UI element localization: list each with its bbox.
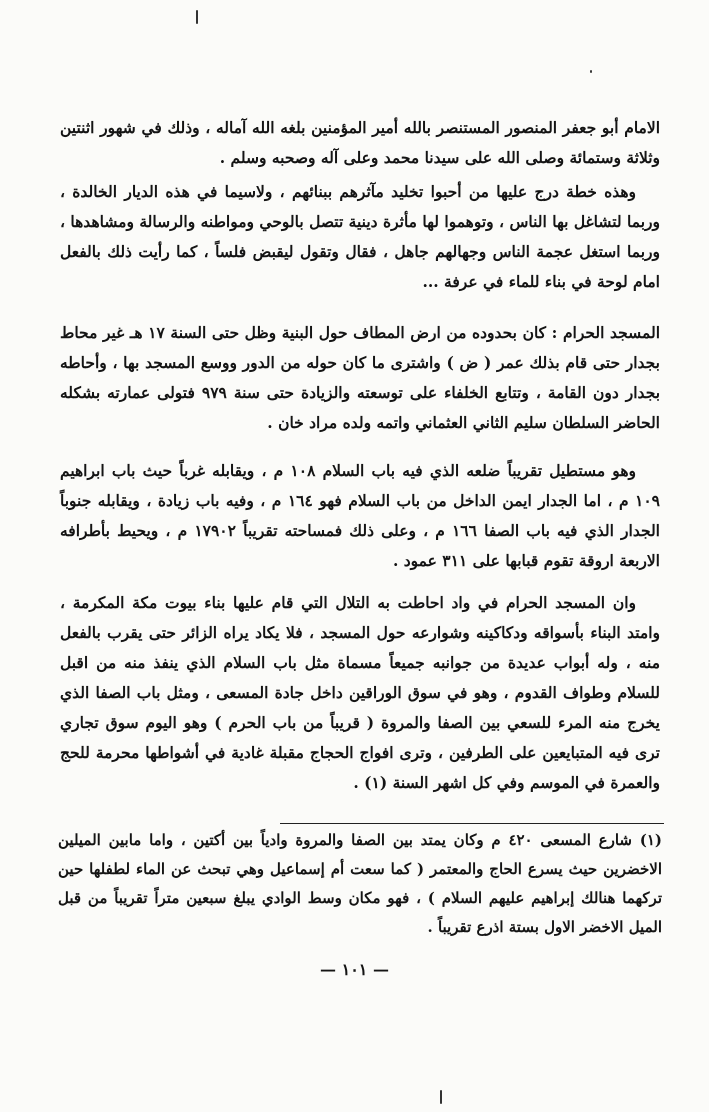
footnote: (١) شارع المسعى ٤٢٠ م وكان يمتد بين الصفا والمروة وادياً بين أكتين ، واما مابين الميلين الاخضرين حيث يسرع الحاج والمعتمر ( كما سعت أم إسماعيل وهي تبحث عن الماء لطفلها حين تركهما هنالك إبراهيم عليهم السلام ) ، فهو مكان وسط الوادي يبلغ سبعين متراً تقريباً من قبل الميل الاخضر الاول بستة اذرع تقريباً . [58,831,662,936]
paragraph-3 [60,318,660,438]
scan-speck [590,70,592,73]
scan-speck [196,10,198,24]
scan-speck [440,1090,442,1104]
paragraph-4: وهو مستطيل تقريباً ضلعه الذي فيه باب السلام ١٠٨ م ، ويقابله غرباً حيث باب ابراهيم ١٠٩ م ، اما الجدار ايمن الداخل من باب السلام فهو ١٦٤ م ، وفيه باب زيادة ، ويقابله جنوباً الجدار الذي فيه باب الصفا ١٦٦ م ، وعلى ذلك فمساحته تقريباً ١٧٩٠٢ م ، ويحيط بأطرافه الاربعة اروقة تقوم قبابها على ٣١١ عمود . [60,461,660,570]
page-number: — ١٠١ — [320,960,389,979]
footnote-divider [280,823,664,824]
section-heading: المسجد الحرام : [551,323,660,342]
paragraph-5: وان المسجد الحرام في واد احاطت به التلال التي قام عليها بناء بيوت مكة المكرمة ، وامتد البناء بأسواقه ودكاكينه وشوارعه حول المسجد ، فلا يكاد يراه الزائر حتى يقرب بالفعل منه ، وله أبواب عديدة من جوانبه جميعاً مسماة مثل باب السلام الذي ينفذ منه من اقبل للسلام وطواف القدوم ، وهو في سوق الوراقين داخل جادة المسعى ، ومثل باب الصفا الذي يخرج منه المرء للسعي بين الصفا والمروة ( قريباً من باب الحرم ) وهو اليوم سوق تجاري ترى فيه المتبايعين على الطرفين ، وترى افواج الحجاج مقبلة غادية في أشواطها محرمة للحج والعمرة في الموسم وفي كل اشهر السنة (١) . [60,593,660,792]
paragraph-3-text: كان بحدوده من ارض المطاف حول البنية وظل حتى السنة ١٧ هـ غير محاط بجدار حتى قام بذلك عمر ( ض ) واشترى ما كان حوله من الدور ووسع المسجد بها ، وأحاطه بجدار دون القامة ، وتتابع الخلفاء على توسعته والزيادة حتى سنة ٩٧٩ فتولى عمارته بشكله الحاضر السلطان سليم الثاني العثماني واتمه ولده مراد خان . [60,323,661,432]
paragraph-1: الامام أبو جعفر المنصور المستنصر بالله أمير المؤمنين بلغه الله آماله ، وذلك في شهور اثنتين وثلاثة وستمائة وصلى الله على سيدنا محمد وعلى آله وصحبه وسلم . [60,118,660,167]
paragraph-2: وهذه خطة درج عليها من أحبوا تخليد مآثرهم ببنائهم ، ولاسيما في هذه الديار الخالدة ، وربما لتشاغل بها الناس ، وتوهموا لها مأثرة دينية تتصل بالوحي ومواطنه والرسالة ومشاهدها ، وربما استغل عجمة الناس وجهالهم جاهل ، فقال وتقول ليقبض فلساً ، كما رأيت ذلك بالفعل امام لوحة في بناء للماء في عرفة ... [60,182,660,291]
